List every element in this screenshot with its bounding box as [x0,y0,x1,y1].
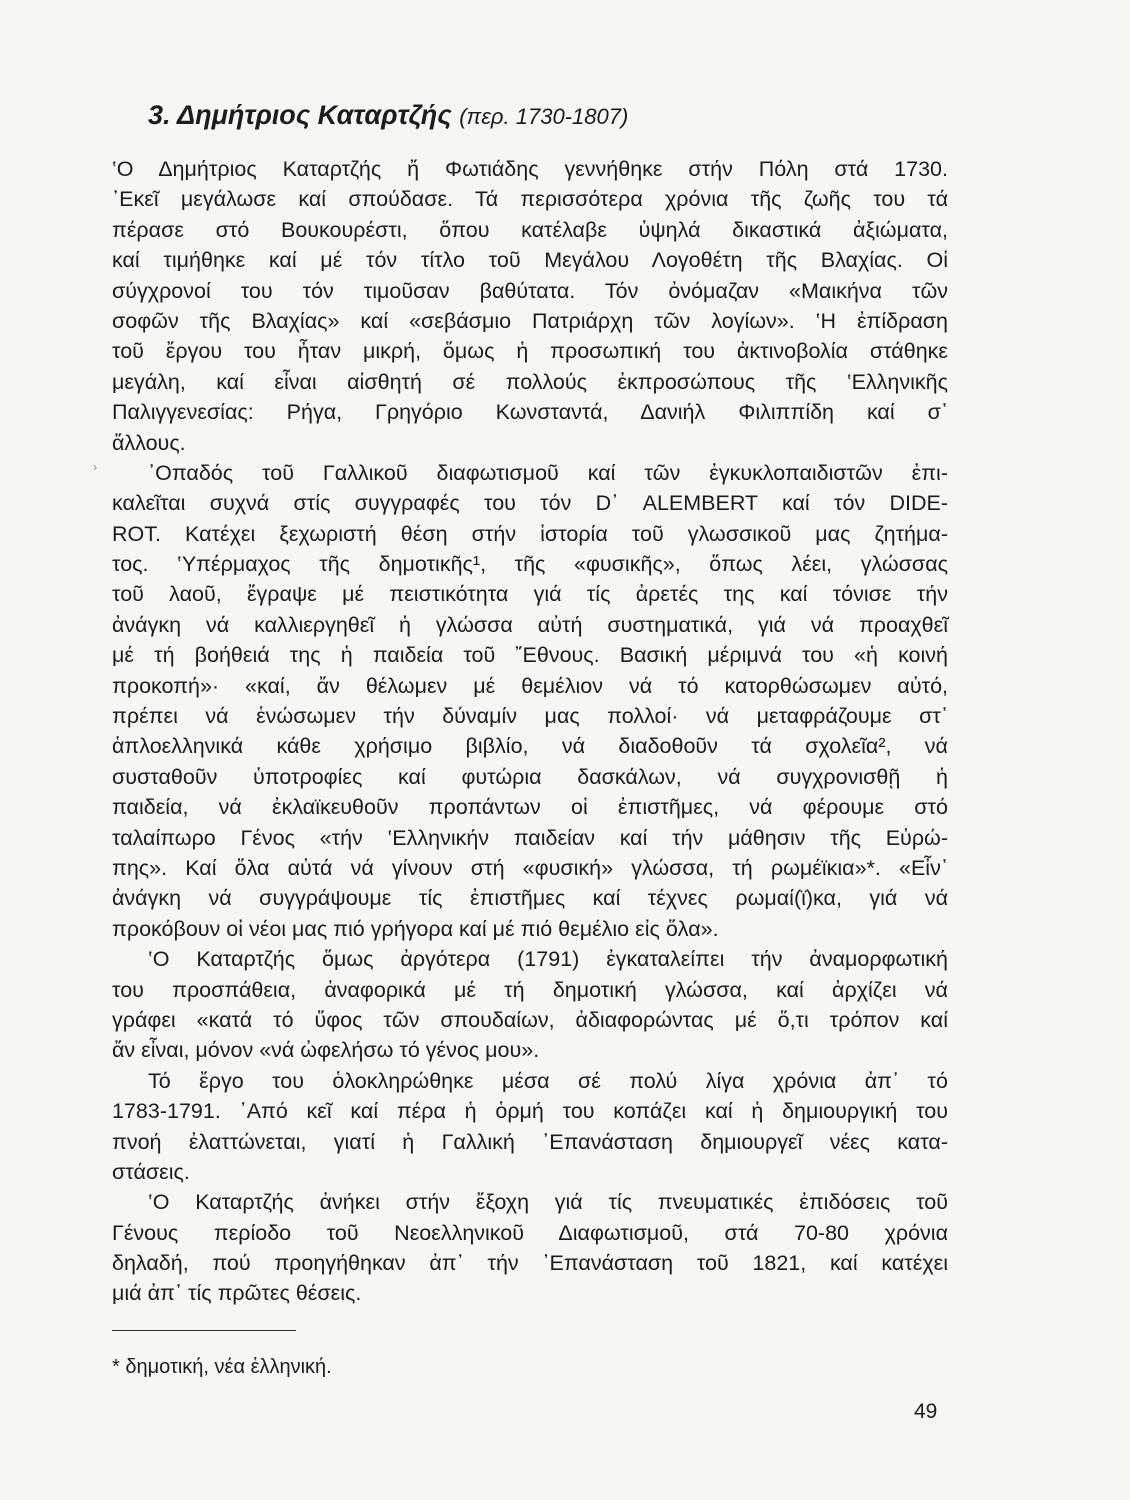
text-line: γράφει «κατά τό ὕφος τῶν σπουδαίων, ἀδιαφορώντας μέ ὅ,τι τρόπον καί [112,1007,948,1032]
margin-mark: › [93,460,97,474]
text-line: 1783-1791. ᾽Από κεῖ καί πέρα ἡ ὁρμή του κοπάζει καί ἡ δημιουργική του [112,1099,948,1124]
text-line: μιά ἀπ᾽ τίς πρῶτες θέσεις. [112,1281,362,1306]
text-line: ᾽Οπαδός τοῦ Γαλλικοῦ διαφωτισμοῦ καί τῶν ἐγκυκλοπαιδιστῶν ἐπι- [148,460,948,485]
text-line: πης». Καί ὅλα αὐτά νά γίνουν στή «φυσική» γλώσσα, τή ρωμέϊκια»*. «Εἶν᾽ [112,855,948,880]
paragraph [112,944,948,1066]
footnote: * δημοτική, νέα ἑλληνική. [112,1356,332,1378]
text-line: πρέπει νά ἑνώσωμεν τήν δύναμίν μας πολλοί· νά μεταφράζουμε στ᾽ [112,704,948,729]
text-line: τοῦ λαοῦ, ἔγραψε μέ πειστικότητα γιά τίς ἀρετές της καί τόνισε τήν [112,582,948,607]
paragraph [112,458,948,944]
text-line: μεγάλη, καί εἶναι αἰσθητή σέ πολλούς ἐκπροσώπους τῆς ‛Ελληνικῆς [112,369,948,394]
text-line: συσταθοῦν ὑποτροφίες καί φυτώρια δασκάλων, νά συγχρονισθῇ ἡ [112,764,948,789]
paragraph [112,1066,948,1188]
heading-dates: (περ. 1730-1807) [459,104,629,129]
text-line: παιδεία, νά ἐκλαϊκευθοῦν προπάντων οἱ ἐπιστῆμες, νά φέρουμε στό [112,795,948,820]
section-heading [148,100,628,131]
text-line: δηλαδή, πού προηγήθηκαν ἀπ᾽ τήν ᾽Επανάσταση τοῦ 1821, καί κατέχει [112,1251,948,1276]
text-line: σύγχρονοί του τόν τιμοῦσαν βαθύτατα. Τόν ὀνόμαζαν «Μαικήνα τῶν [112,278,948,303]
text-line: καί τιμήθηκε καί μέ τόν τίτλο τοῦ Μεγάλου Λογοθέτη τῆς Βλαχίας. Οἱ [112,248,948,273]
text-line: του προσπάθεια, ἀναφορικά μέ τή δημοτική γλώσσα, καί ἀρχίζει νά [112,977,948,1002]
paragraph [112,1187,948,1309]
page-number: 49 [914,1400,938,1423]
footnote-rule [112,1330,296,1331]
text-line: πνοή ἐλαττώνεται, γιατί ἡ Γαλλική ᾽Επανάσταση δημιουργεῖ νέες κατα- [112,1129,948,1154]
text-line: ROT. Κατέχει ξεχωριστή θέση στήν ἱστορία τοῦ γλωσσικοῦ μας ζητήμα- [112,521,948,546]
paragraph [112,154,948,458]
text-line: ‛Ο Καταρτζής ὅμως ἀργότερα (1791) ἐγκαταλείπει τήν ἀναμορφωτική [148,947,948,972]
text-line: ἁπλοελληνικά κάθε χρήσιμο βιβλίο, νά διαδοθοῦν τά σχολεῖα², νά [112,734,948,759]
body-text [112,154,948,1309]
text-line: πέρασε στό Βουκουρέστι, ὅπου κατέλαβε ὑψηλά δικαστικά ἀξιώματα, [112,217,948,242]
text-line: ἄλλους. [112,430,186,455]
text-line: καλεῖται συχνά στίς συγγραφές του τόν D᾽ ALEMBERT καί τόν DIDE- [112,491,948,516]
text-line: μέ τή βοήθειά της ἡ παιδεία τοῦ ῎Εθνους. Βασική μέριμνά του «ἡ κοινή [112,643,948,668]
text-line: ‛Ο Δημήτριος Καταρτζής ἤ Φωτιάδης γεννήθηκε στήν Πόλη στά 1730. [112,157,948,181]
text-line: τος. ‛Υπέρμαχος τῆς δημοτικῆς¹, τῆς «φυσικῆς», ὅπως λέει, γλώσσας [112,552,948,577]
text-line: Γένους περίοδο τοῦ Νεοελληνικοῦ Διαφωτισμοῦ, στά 70-80 χρόνια [112,1220,948,1245]
text-line: Τό ἔργο του ὁλοκληρώθηκε μέσα σέ πολύ λίγα χρόνια ἀπ᾽ τό [148,1068,948,1093]
text-line: ἀνάγκη νά καλλιεργηθεῖ ἡ γλώσσα αὐτή συστηματικά, γιά νά προαχθεῖ [112,612,948,637]
text-line: ᾽Εκεῖ μεγάλωσε καί σπούδασε. Τά περισσότερα χρόνια τῆς ζωῆς του τά [112,187,948,212]
text-line: ‛Ο Καταρτζής ἀνήκει στήν ἔξοχη γιά τίς πνευματικές ἐπιδόσεις τοῦ [148,1190,948,1215]
text-line: Παλιγγενεσίας: Ρήγα, Γρηγόριο Κωνσταντά, Δανιήλ Φιλιππίδη καί σ᾽ [112,400,948,425]
text-line: τοῦ ἔργου του ἦταν μικρή, ὅμως ἡ προσωπική του ἀκτινοβολία στάθηκε [112,339,948,364]
text-line: ἄν εἶναι, μόνον «νά ὠφελήσω τό γένος μου». [112,1038,540,1063]
text-line: σοφῶν τῆς Βλαχίας» καί «σεβάσμιο Πατριάρχη τῶν λογίων». ‛Η ἐπίδραση [112,308,948,333]
text-line: προκόβουν οἱ νέοι μας πιό γρήγορα καί μέ πιό θεμέλιο εἰς ὅλα». [112,916,719,941]
text-line: προκοπή»· «καί, ἄν θέλωμεν μέ θεμέλιον νά τό κατορθώσωμεν αὐτό, [112,673,948,698]
text-line: στάσεις. [112,1159,190,1184]
text-line: ἀνάγκη νά συγγράψουμε τίς ἐπιστῆμες καί τέχνες ρωμαί(ϊ)κα, γιά νά [112,886,948,911]
heading-title: 3. Δημήτριος Καταρτζής [148,100,452,130]
text-line: ταλαίπωρο Γένος «τήν ‛Ελληνικήν παιδείαν καί τήν μάθησιν τῆς Εὐρώ- [112,825,948,850]
